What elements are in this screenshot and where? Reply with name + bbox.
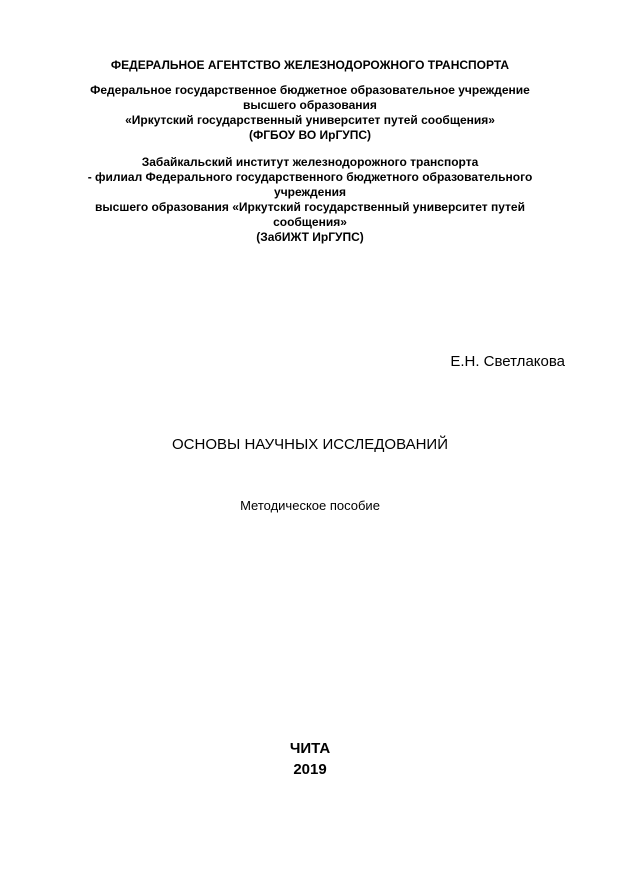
- author-name: Е.Н. Светлакова: [450, 353, 565, 370]
- institute-line: сообщения»: [273, 215, 347, 229]
- university-block: [0, 83, 620, 143]
- publication-city: ЧИТА: [289, 740, 331, 757]
- document-title: ОСНОВЫ НАУЧНЫХ ИССЛЕДОВАНИЙ: [172, 436, 448, 453]
- institute-line: (ЗабИЖТ ИрГУПС): [256, 230, 364, 244]
- institute-line: Забайкальский институт железнодорожного транспорта: [141, 155, 479, 169]
- university-line: высшего образования: [243, 98, 377, 112]
- institute-line: высшего образования «Иркутский государственный университет путей: [95, 200, 525, 214]
- document-subtitle: Методическое пособие: [240, 498, 380, 513]
- university-line: (ФГБОУ ВО ИрГУПС): [248, 128, 372, 142]
- university-line: «Иркутский государственный университет путей сообщения»: [125, 113, 495, 127]
- institute-line: - филиал Федерального государственного бюджетного образовательного: [87, 170, 533, 184]
- institute-block: [0, 155, 620, 245]
- institute-line: учреждения: [274, 185, 346, 199]
- university-line: Федеральное государственное бюджетное образовательное учреждение: [90, 83, 530, 97]
- publication-year: 2019: [293, 761, 327, 778]
- agency-name: ФЕДЕРАЛЬНОЕ АГЕНТСТВО ЖЕЛЕЗНОДОРОЖНОГО ТРАНСПОРТА: [110, 58, 510, 72]
